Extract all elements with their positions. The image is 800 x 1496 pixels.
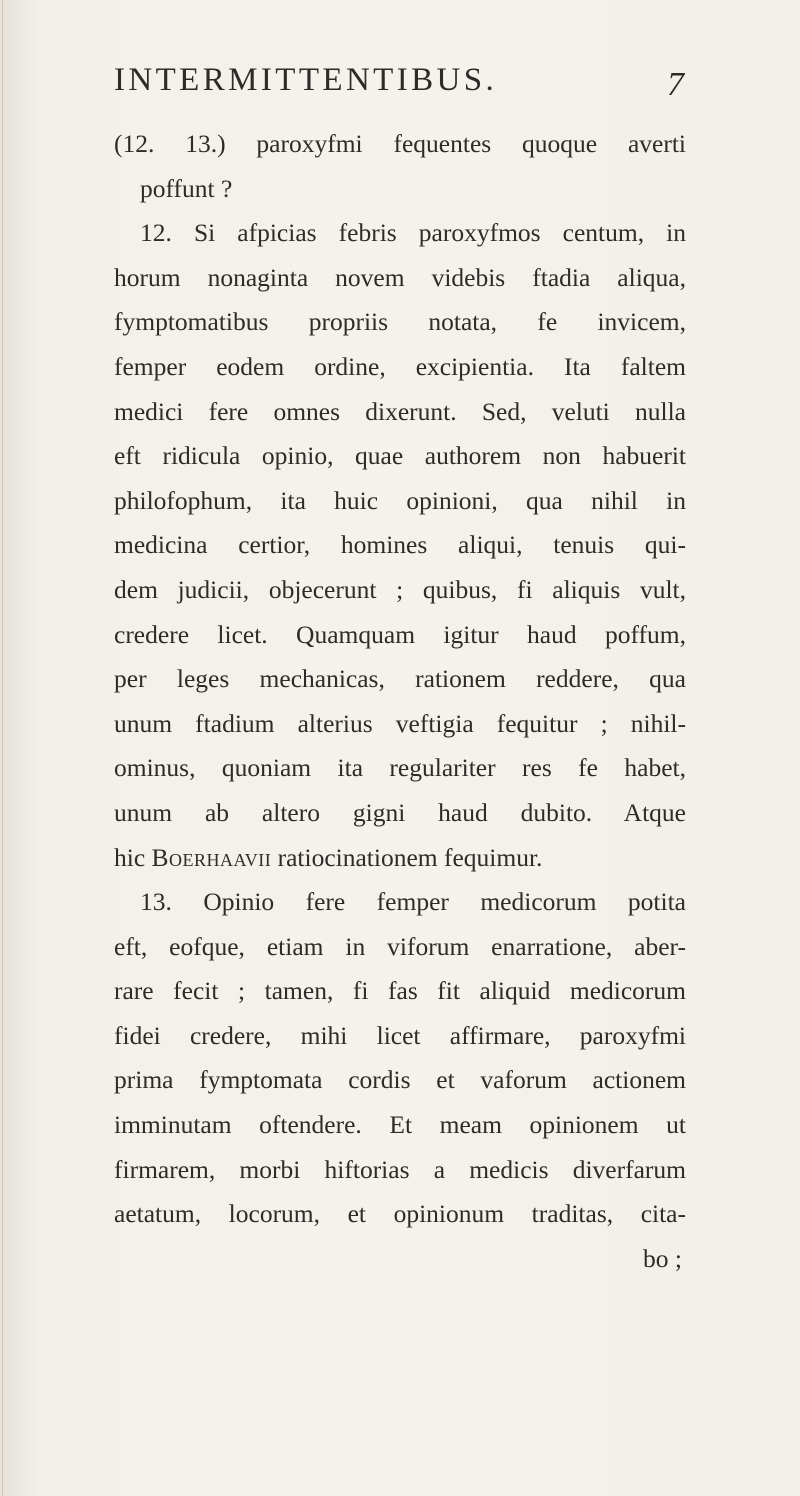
text-line: unum ftadium alterius veftigia fequitur ; nihil- — [114, 708, 686, 738]
text-line: medicina certior, homines aliqui, tenuis qui- — [114, 530, 686, 560]
gutter-edge — [2, 0, 3, 1496]
running-title: INTERMITTENTIBUS. — [114, 62, 498, 98]
text-line: aetatum, locorum, et opinionum traditas, cita- — [114, 1199, 686, 1229]
text-line: dem judicii, objecerunt ; quibus, fi aliquis vult, — [114, 574, 686, 604]
text-line: firmarem, morbi hiftorias a medicis diverfarum — [114, 1154, 686, 1184]
text-line: medici fere omnes dixerunt. Sed, veluti nulla — [114, 396, 686, 426]
text-line: fidei credere, mihi licet affirmare, paroxyfmi — [114, 1020, 686, 1050]
text-line: imminutam oftendere. Et meam opinionem ut — [114, 1110, 686, 1140]
text-line: eft, eofque, etiam in viforum enarratione, aber- — [114, 931, 686, 961]
page-number: 7 — [667, 66, 684, 103]
text-line: poffunt ? — [140, 173, 233, 203]
text-line: (12. 13.) paroxyfmi fequentes quoque averti — [114, 129, 686, 158]
text-fragment: ratiocinationem fequimur. — [271, 842, 543, 872]
text-line: credere licet. Quamquam igitur haud poffum, — [114, 619, 686, 649]
catchword: bo ; — [643, 1243, 682, 1273]
text-line: ominus, quoniam ita regulariter res fe habet, — [114, 753, 686, 783]
text-line: fymptomatibus propriis notata, fe invicem, — [114, 307, 686, 337]
text-line: horum nonaginta novem videbis ftadia aliqua, — [114, 262, 686, 292]
text-line: eft ridicula opinio, quae authorem non habuerit — [114, 441, 686, 471]
text-line: per leges mechanicas, rationem reddere, qua — [114, 664, 686, 694]
text-line: philofophum, ita huic opinioni, qua nihil in — [114, 485, 686, 515]
text-line: femper eodem ordine, excipientia. Ita faltem — [114, 351, 686, 381]
text-line: 12. Si afpicias febris paroxyfmos centum, in — [140, 218, 686, 248]
page-header — [114, 62, 684, 106]
text-line: prima fymptomata cordis et vaforum actionem — [114, 1065, 686, 1095]
author-name: Boerhaavii — [151, 842, 272, 872]
body-text — [114, 122, 686, 1281]
text-line — [114, 836, 686, 881]
text-fragment: hic — [114, 842, 152, 872]
text-line: unum ab altero gigni haud dubito. Atque — [114, 797, 686, 827]
text-line: rare fecit ; tamen, fi fas fit aliquid medicorum — [114, 976, 686, 1006]
text-line: 13. Opinio fere femper medicorum potita — [140, 887, 686, 917]
